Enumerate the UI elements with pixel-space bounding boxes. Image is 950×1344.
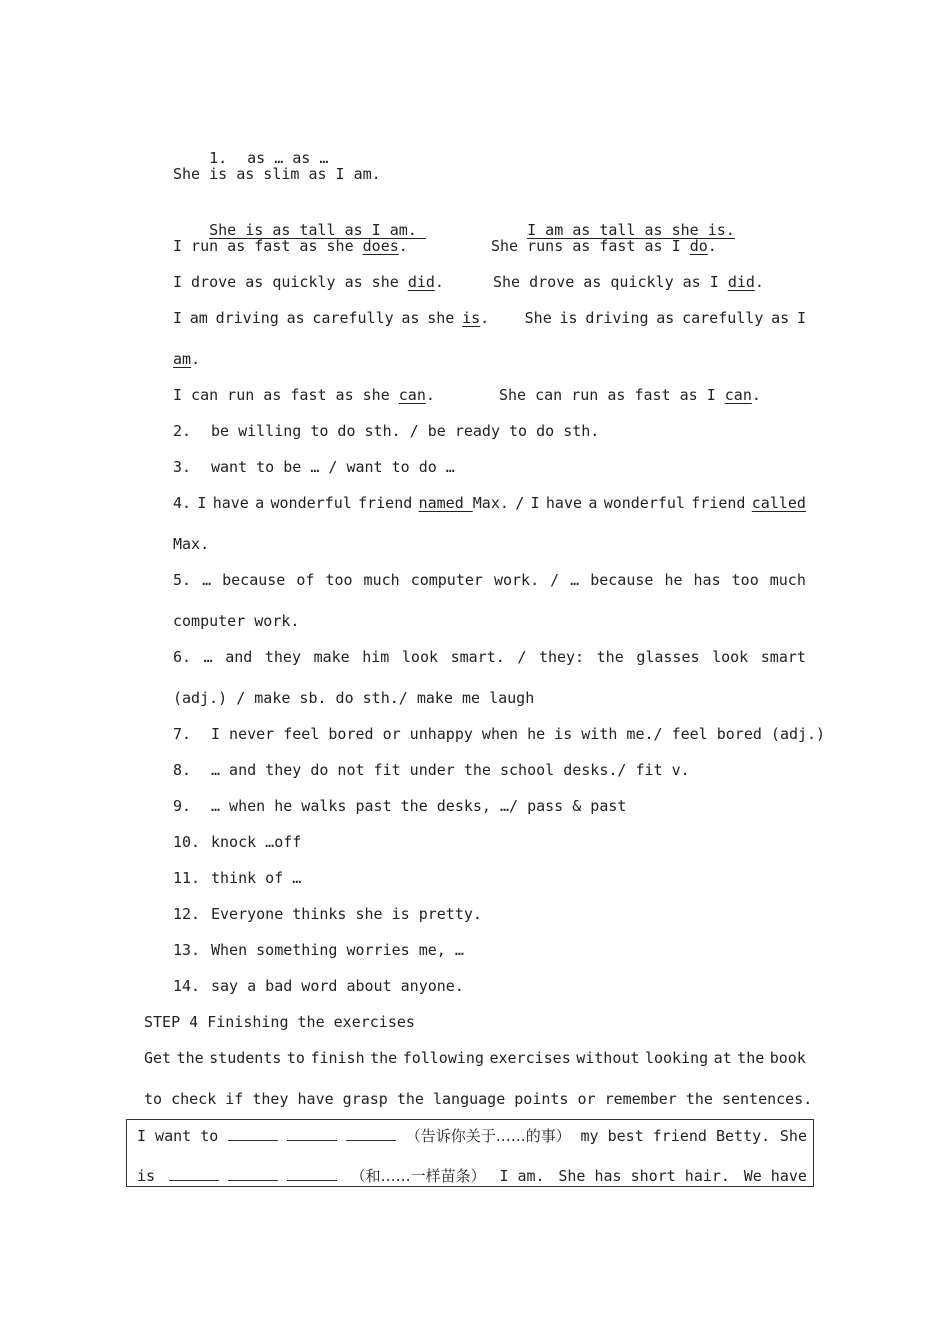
item-text: say a bad word about anyone. <box>211 977 464 995</box>
word: look <box>401 648 439 666</box>
word: exercises <box>489 1049 571 1067</box>
sentence-text: She drove as quickly as I <box>493 273 728 291</box>
word: … <box>202 571 212 589</box>
word: I <box>173 309 183 327</box>
word: a <box>588 494 598 512</box>
item-number: 2. <box>173 422 192 440</box>
item-number: 8. <box>173 761 192 779</box>
item-number: 4. <box>173 494 192 512</box>
named-max <box>419 493 509 513</box>
exercise-text: I am. <box>499 1167 545 1185</box>
word: is <box>559 309 578 327</box>
item-text: as … as … <box>247 149 329 167</box>
word: friend <box>358 494 413 512</box>
word: at <box>713 1049 732 1067</box>
exercise-box <box>126 1119 814 1187</box>
item-text: be willing to do sth. / be ready to do sth. <box>211 422 600 440</box>
word: carefully <box>682 309 764 327</box>
example-run-right <box>491 236 717 256</box>
word: finish <box>310 1049 365 1067</box>
underlined-word: did <box>727 273 755 291</box>
word: as <box>656 309 675 327</box>
word: friend <box>691 494 746 512</box>
exercise-text: my best friend Betty. <box>580 1127 771 1145</box>
item-number: 7. <box>173 725 192 743</box>
word: as <box>401 309 420 327</box>
step-4-heading: STEP 4 Finishing the exercises <box>144 1013 415 1031</box>
word: the <box>370 1049 398 1067</box>
example-run-left <box>173 236 408 256</box>
answer-blank[interactable] <box>287 1126 337 1141</box>
word: as <box>286 309 305 327</box>
item-number: 13. <box>173 941 201 959</box>
instruction-continued: to check if they have grasp the language points or remember the sentences. <box>144 1090 813 1108</box>
word: / <box>515 494 525 512</box>
word: the <box>596 648 624 666</box>
word: She <box>524 309 552 327</box>
punctuation: . <box>480 309 490 327</box>
word: carefully <box>312 309 394 327</box>
word: Get <box>144 1049 172 1067</box>
word: smart. <box>450 648 505 666</box>
example-can-right <box>499 385 761 405</box>
example-driving <box>173 308 806 328</box>
exercise-line-1 <box>137 1126 807 1146</box>
item-4-continued: Max. <box>173 535 210 553</box>
underlined-sentence: She is as tall as I am. <box>209 221 417 239</box>
item-text: I never feel bored or unhappy when he is with me./ feel bored (adj.) <box>211 725 826 743</box>
word: / <box>550 571 560 589</box>
chinese-hint: （和……一样苗条） <box>350 1167 486 1185</box>
word: I <box>530 494 540 512</box>
word: a <box>255 494 265 512</box>
exercise-text: We have <box>743 1167 807 1185</box>
item-number: 9. <box>173 797 192 815</box>
item-text: Everyone thinks she is pretty. <box>211 905 482 923</box>
example-slim: She is as slim as I am. <box>173 165 381 183</box>
item-5-continued: computer work. <box>173 612 300 630</box>
item-number: 1. <box>209 149 228 167</box>
word: to <box>286 1049 305 1067</box>
sentence-text: I run as fast as she <box>173 237 363 255</box>
word: because <box>222 571 286 589</box>
underlined-word: named <box>418 494 473 512</box>
example-driving-continued <box>173 349 200 369</box>
item-number: 12. <box>173 905 201 923</box>
answer-blank[interactable] <box>346 1126 396 1141</box>
item-11 <box>173 868 301 888</box>
item-4 <box>173 493 806 513</box>
item-3 <box>173 457 455 477</box>
word: him <box>362 648 390 666</box>
item-number: 6. <box>173 648 192 666</box>
item-2 <box>173 421 599 441</box>
word: they: <box>538 648 585 666</box>
item-5 <box>173 570 806 590</box>
word: I <box>796 309 806 327</box>
word: / <box>517 648 527 666</box>
punctuation: . <box>191 350 201 368</box>
word: because <box>590 571 654 589</box>
sentence-text: . <box>398 237 408 255</box>
word: I <box>197 494 207 512</box>
sentence-text: She runs as fast as I <box>491 237 690 255</box>
example-drove-left <box>173 272 444 292</box>
word: driving <box>585 309 649 327</box>
word: wonderful <box>270 494 352 512</box>
word: the <box>737 1049 765 1067</box>
word: computer <box>410 571 483 589</box>
word: much <box>769 571 806 589</box>
sentence-text: . <box>434 273 444 291</box>
chinese-hint: （告诉你关于……的事） <box>405 1127 571 1145</box>
item-7 <box>173 724 825 744</box>
word: glasses <box>636 648 700 666</box>
item-text: … and they do not fit under the school desks./ fit v. <box>211 761 690 779</box>
sentence-text: . <box>707 237 717 255</box>
item-text: want to be … / want to do … <box>211 458 455 476</box>
word: of <box>296 571 315 589</box>
exercise-line-2 <box>137 1166 807 1186</box>
answer-blank[interactable] <box>287 1166 337 1181</box>
word: much <box>363 571 400 589</box>
answer-blank[interactable] <box>169 1166 219 1181</box>
underlined-sentence: I am as tall as she is. <box>527 221 735 239</box>
sentence-text: . <box>425 386 435 404</box>
item-number: 5. <box>173 571 192 589</box>
item-10 <box>173 832 301 852</box>
item-text: think of … <box>211 869 302 887</box>
word: she <box>427 309 455 327</box>
word: without <box>576 1049 640 1067</box>
word: following <box>402 1049 484 1067</box>
word: he <box>664 571 683 589</box>
item-text: knock …off <box>211 833 302 851</box>
word: … <box>203 648 213 666</box>
word: too <box>325 571 353 589</box>
item-8 <box>173 760 690 780</box>
item-number: 11. <box>173 869 201 887</box>
word: they <box>264 648 301 666</box>
word: have <box>545 494 583 512</box>
word: am <box>189 309 208 327</box>
answer-blank[interactable] <box>228 1166 278 1181</box>
example-can-left <box>173 385 435 405</box>
exercise-text: I want to <box>137 1127 219 1145</box>
word: has <box>693 571 721 589</box>
word: as <box>771 309 790 327</box>
item-12 <box>173 904 482 924</box>
instruction <box>144 1048 806 1068</box>
underlined-word: does <box>362 237 399 255</box>
word: wonderful <box>603 494 685 512</box>
sentence-text: She can run as fast as I <box>499 386 725 404</box>
underlined-word: am <box>173 350 192 368</box>
blank-group <box>228 1126 396 1146</box>
word: students <box>209 1049 282 1067</box>
blank-group <box>169 1166 337 1186</box>
item-text: When something worries me, … <box>211 941 464 959</box>
sentence-text: . <box>754 273 764 291</box>
word: driving <box>215 309 279 327</box>
underlined-word: is <box>462 309 481 327</box>
sentence-text: I drove as quickly as she <box>173 273 408 291</box>
underlined-word: called <box>751 494 806 512</box>
word: make <box>313 648 350 666</box>
word-underlined <box>462 308 489 328</box>
word: book <box>769 1049 806 1067</box>
sentence-text: . <box>751 386 761 404</box>
item-13 <box>173 940 464 960</box>
item-number: 10. <box>173 833 201 851</box>
word: smart <box>760 648 806 666</box>
word: too <box>731 571 759 589</box>
word: work. <box>493 571 540 589</box>
example-drove-right <box>493 272 764 292</box>
underlined-word: can <box>398 386 426 404</box>
underlined-word: can <box>724 386 752 404</box>
word: … <box>570 571 580 589</box>
word: look <box>712 648 749 666</box>
exercise-text: She has short hair. <box>558 1167 730 1185</box>
underlined-word: do <box>689 237 708 255</box>
item-6 <box>173 647 806 667</box>
item-6-continued: (adj.) / make sb. do sth./ make me laugh <box>173 689 535 707</box>
item-number: 14. <box>173 977 201 995</box>
item-number: 3. <box>173 458 192 476</box>
item-9 <box>173 796 626 816</box>
word: the <box>176 1049 204 1067</box>
exercise-text: is <box>137 1167 156 1185</box>
exercise-text: She <box>779 1127 807 1145</box>
answer-blank[interactable] <box>228 1126 278 1141</box>
word: and <box>225 648 253 666</box>
word: Max. <box>472 494 509 512</box>
underlined-word: did <box>407 273 435 291</box>
item-14 <box>173 976 464 996</box>
word: have <box>212 494 249 512</box>
word: looking <box>644 1049 709 1067</box>
item-text: … when he walks past the desks, …/ pass & past <box>211 797 627 815</box>
sentence-text: I can run as fast as she <box>173 386 399 404</box>
